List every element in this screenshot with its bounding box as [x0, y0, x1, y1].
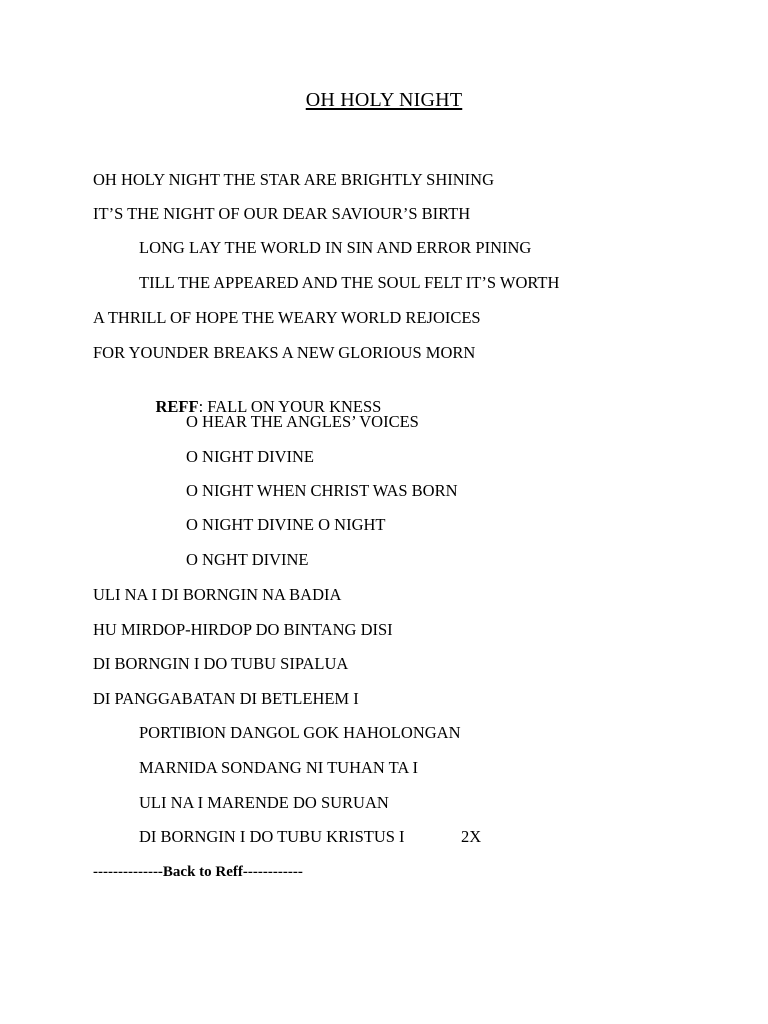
reff-line-2: O NIGHT DIVINE — [186, 447, 315, 466]
verse1-line-3: LONG LAY THE WORLD IN SIN AND ERROR PINING — [139, 238, 532, 257]
reff-label: REFF — [155, 397, 199, 416]
repeat-marker: 2X — [461, 827, 482, 846]
reff-line-3: O NIGHT WHEN CHRIST WAS BORN — [186, 481, 458, 500]
verse1-line-4: TILL THE APPEARED AND THE SOUL FELT IT’S WORTH — [139, 273, 560, 292]
reff-line-5: O NGHT DIVINE — [186, 550, 309, 569]
verse2-line-3: DI BORNGIN I DO TUBU SIPALUA — [93, 654, 349, 673]
verse2-line-5: PORTIBION DANGOL GOK HAHOLONGAN — [139, 723, 461, 742]
reff-line-4: O NIGHT DIVINE O NIGHT — [186, 515, 386, 534]
reff-line-1: O HEAR THE ANGLES’ VOICES — [186, 412, 419, 431]
verse1-line-2: IT’S THE NIGHT OF OUR DEAR SAVIOUR’S BIRTH — [93, 204, 471, 223]
back-to-reff-note: --------------Back to Reff------------ — [93, 864, 303, 880]
verse2-line-2: HU MIRDOP-HIRDOP DO BINTANG DISI — [93, 620, 393, 639]
verse1-line-6: FOR YOUNDER BREAKS A NEW GLORIOUS MORN — [93, 343, 476, 362]
verse2-line-8: DI BORNGIN I DO TUBU KRISTUS I — [139, 827, 405, 846]
reff-first-text: : FALL ON YOUR KNESS — [198, 397, 382, 416]
page-title: OH HOLY NIGHT — [305, 89, 463, 111]
verse1-line-5: A THRILL OF HOPE THE WEARY WORLD REJOICES — [93, 308, 481, 327]
verse2-line-1: ULI NA I DI BORNGIN NA BADIA — [93, 585, 342, 604]
verse2-line-6: MARNIDA SONDANG NI TUHAN TA I — [139, 758, 419, 777]
verse2-line-7: ULI NA I MARENDE DO SURUAN — [139, 793, 389, 812]
verse2-line-4: DI PANGGABATAN DI BETLEHEM I — [93, 689, 359, 708]
verse1-line-1: OH HOLY NIGHT THE STAR ARE BRIGHTLY SHINING — [93, 170, 494, 189]
